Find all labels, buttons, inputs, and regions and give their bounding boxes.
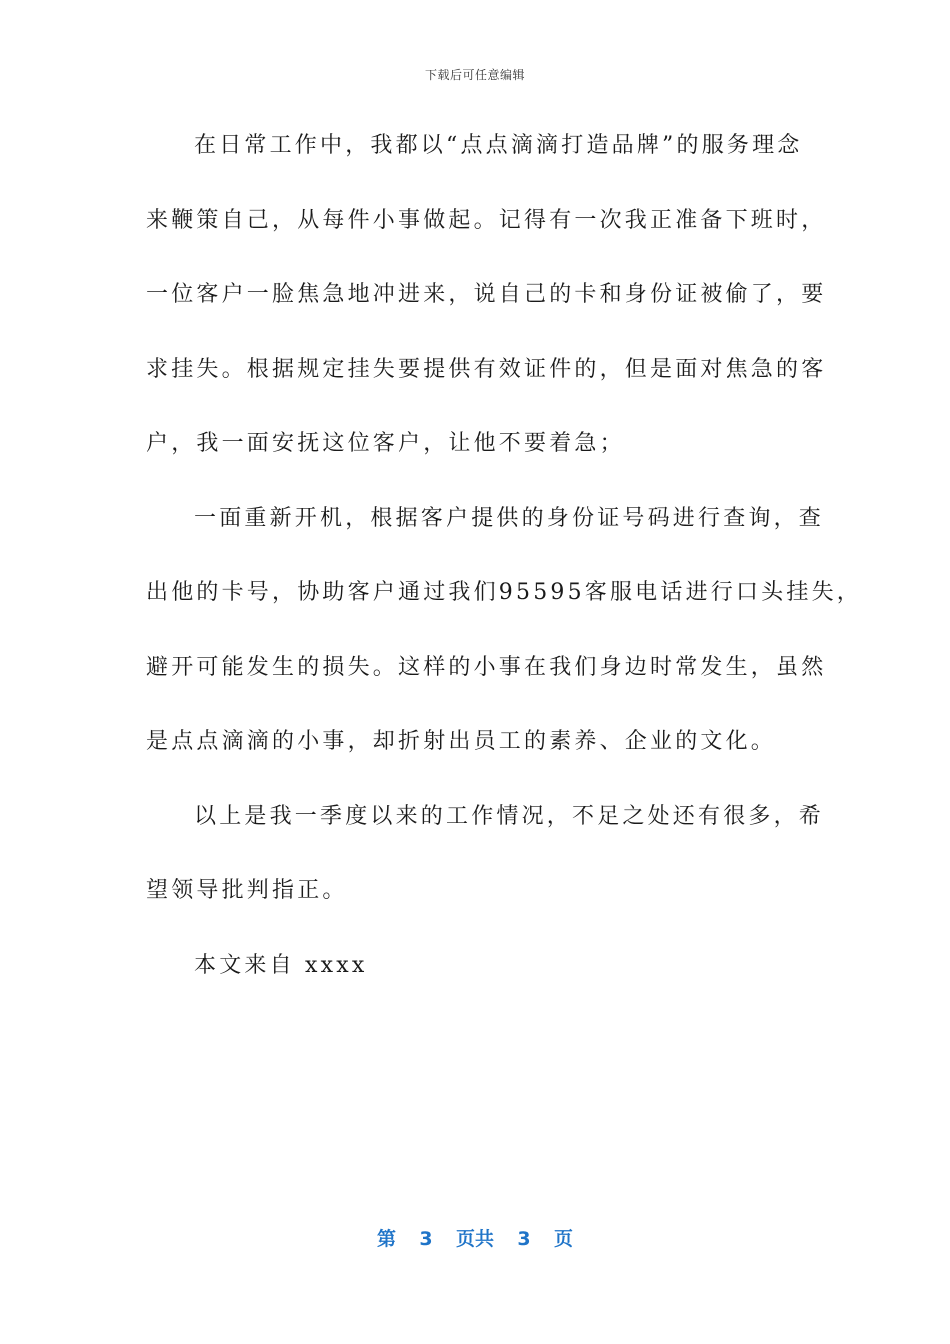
page-number-footer xyxy=(0,1224,950,1251)
paragraph-line: 望领导批判指正。 xyxy=(146,878,348,903)
page-suffix: 页 xyxy=(554,1228,574,1250)
header-note: 下载后可任意编辑 xyxy=(424,68,525,82)
paragraph-line: 以上是我一季度以来的工作情况，不足之处还有很多，希 xyxy=(194,803,825,829)
paragraph-line: 是点点滴滴的小事，却折射出员工的素养、企业的文化。 xyxy=(146,729,777,754)
paragraph-line: 求挂失。根据规定挂失要提供有效证件的，但是面对焦急的客 xyxy=(146,356,827,382)
source-line: 本文来自 xxxx xyxy=(194,952,368,978)
page-prefix: 第 xyxy=(376,1228,396,1250)
page-middle: 页共 xyxy=(455,1228,494,1250)
paragraph-line: 在日常工作中，我都以“点点滴滴打造品牌”的服务理念 xyxy=(194,133,803,158)
paragraph-line: 户，我一面安抚这位客户，让他不要着急； xyxy=(146,431,625,456)
total-pages-number: 3 xyxy=(517,1228,531,1250)
document-body xyxy=(146,120,862,1014)
current-page-number: 3 xyxy=(419,1228,433,1250)
paragraph-line: 出他的卡号，协助客户通过我们95595客服电话进行口头挂失， xyxy=(146,580,862,605)
paragraph-line: 一面重新开机，根据客户提供的身份证号码进行查询，查 xyxy=(194,505,825,531)
paragraph-line: 来鞭策自己，从每件小事做起。记得有一次我正准备下班时， xyxy=(146,207,827,233)
paragraph-line: 避开可能发生的损失。这样的小事在我们身边时常发生，虽然 xyxy=(146,654,827,680)
paragraph-line: 一位客户一脸焦急地冲进来，说自己的卡和身份证被偷了，要 xyxy=(146,282,827,307)
